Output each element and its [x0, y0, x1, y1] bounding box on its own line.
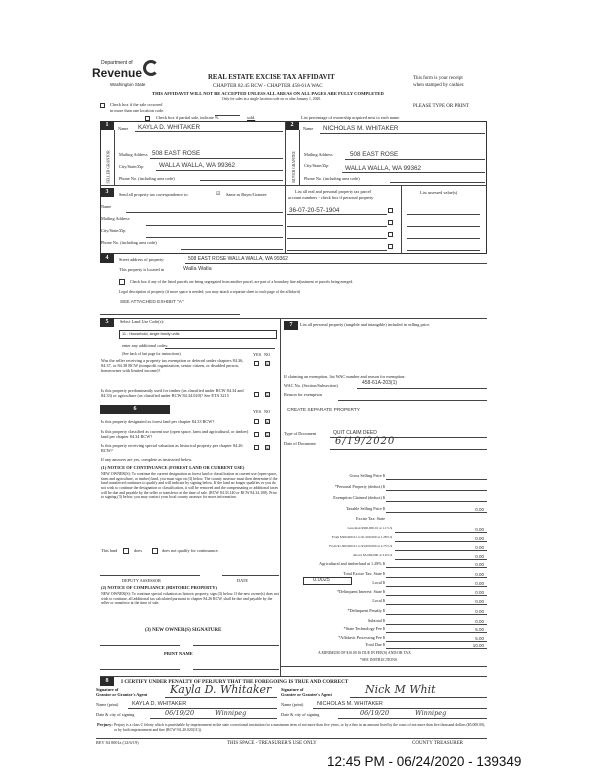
state-label: Washington State — [110, 82, 146, 87]
q1-no-checkbox[interactable]: ☑ — [266, 361, 270, 366]
exemption-label: If claiming an exemption, list WAC number and reason for exemption: — [284, 374, 406, 379]
additional-codes-label: enter any additional codes: — [122, 343, 169, 348]
cashier-stamp: 12:45 PM - 06/24/2020 - 139349 — [327, 754, 522, 769]
wac-field[interactable]: 458-61A-203(1) — [362, 380, 398, 386]
please-type: PLEASE TYPE OR PRINT — [413, 104, 469, 109]
perjury-text: Perjury is a class C felony which is punishable by imprisonment in the state correctional institution for a maximum term of not more than five years, or by a fine in an amount fixed by the court of not more than five thousand dollars ($5,000.00), or by both imprisonment and fine (RCW 9A.20.020(1C)). — [114, 723, 486, 733]
notice-compliance-body: NEW OWNER(S): To continue special valuation as historic property, sign (3) below. If the new owner(s) does not wish to continue, all additional tax calculated pursuant to chapter 84.26 RCW, shall be due and payable by the seller or transferor at the time of sale. — [101, 592, 279, 606]
assessed-value-field[interactable] — [407, 238, 480, 239]
chapter: CHAPTER 82.45 RCW - CHAPTER 458-61A WAC — [213, 83, 323, 89]
timber-question: Is this property predominantly used for timber (as classified under RCW 84.34 and 84.33) or agriculture (as classified under RCW 84.34.020)? See ETA 3215 — [101, 388, 244, 398]
grantor-signature[interactable]: Kayla D. Whitaker — [170, 683, 272, 696]
reason-label: Reason for exemption — [284, 392, 322, 397]
receipt-note-2: when stamped by cashier. — [413, 83, 465, 88]
personal-property-checkbox[interactable] — [388, 232, 393, 237]
tax-row-field[interactable] — [386, 577, 487, 578]
new-owner-signature-field[interactable] — [100, 645, 180, 646]
notice-continuance-title: (1) NOTICE OF CONTINUANCE (FOREST LAND OR CURRENT USE) — [101, 465, 245, 470]
tax-row-label: Agricultural and timberland at 1.28% $ — [319, 561, 385, 566]
tax-row-field[interactable] — [386, 604, 487, 605]
revenue-logo-icon — [143, 60, 159, 76]
seller-name-label: Name — [118, 126, 129, 131]
tax-row-field[interactable] — [395, 532, 487, 533]
if-yes-note: If any answers are yes, complete as instructed below. — [101, 457, 193, 462]
section-5-number: 5 — [100, 318, 114, 327]
q1-yes-checkbox[interactable] — [254, 361, 259, 366]
see-instructions: *SEE INSTRUCTIONS — [360, 658, 398, 662]
seller-city-field[interactable]: WALLA WALLA, WA 99362 — [159, 162, 235, 169]
tax-row-value: 0.00 — [475, 562, 484, 567]
tax-row-value: 0.00 — [475, 609, 484, 614]
see-back-note: (See back of last page for instructions) — [122, 352, 181, 356]
tax-row-label: *State Technology Fee $ — [343, 626, 385, 631]
partial-sale-label: Check box if partial sale, indicate % — [156, 115, 219, 120]
no-header: NO — [264, 409, 271, 414]
sec3-city-label: City/State/Zip — [101, 228, 126, 233]
this-land-label: This land — [101, 548, 118, 553]
list-pct-label: List percentage of ownership acquired next to each name. — [301, 115, 401, 120]
tax-row-field[interactable] — [386, 614, 487, 615]
tax-row-label: *Delinquent Penalty $ — [347, 608, 385, 613]
seller-city-label: City/State/Zip — [119, 164, 144, 169]
historic-no-checkbox[interactable]: ☑ — [266, 445, 270, 450]
send-correspondence-label: Send all property tax correspondence to: — [119, 192, 189, 197]
tax-row-field[interactable] — [386, 624, 487, 625]
tax-row-value: 5.00 — [475, 627, 484, 632]
grantor-sig-label: Signature of — [96, 687, 119, 692]
segregated-label: Check box if any of the listed parcels are being segregated from another parcel, are part of a boundary line adjustment or parcels being merged. — [130, 280, 354, 284]
grantee-signature[interactable]: Nick M Whit — [365, 683, 436, 696]
section-1-number: 1 — [100, 121, 114, 130]
personal-property-checkbox[interactable] — [388, 244, 393, 249]
grantee-date-label: Date & city of signing — [281, 712, 320, 717]
dept-label: Department of — [101, 60, 133, 66]
tax-row-label: Taxable Selling Price $ — [346, 506, 385, 511]
personal-property-checkbox[interactable] — [388, 220, 393, 225]
date-label: DATE — [237, 578, 248, 583]
warning: THIS AFFIDAVIT WILL NOT BE ACCEPTED UNLESS ALL AREAS ON ALL PAGES ARE FULLY COMPLETED — [152, 91, 384, 96]
personal-property-checkbox[interactable] — [388, 208, 393, 213]
segregated-checkbox[interactable] — [119, 279, 125, 285]
reason-field[interactable]: CREATE SEPARATE PROPERTY — [287, 408, 360, 413]
only-for: Only for sales in a single location code on or after January 1, 2020. — [222, 97, 322, 101]
buyer-phone-field[interactable] — [390, 182, 485, 183]
parcel-header: List all real and personal property tax parcel — [295, 189, 371, 194]
tax-row-label: Subtotal $ — [367, 618, 385, 623]
land-use-label: Select Land Use Code(s): — [120, 319, 165, 324]
seller-phone-field[interactable] — [200, 180, 283, 181]
tax-row-label: *Delinquent Interest: State $ — [336, 589, 385, 594]
sec3-mail-label: Mailing Address — [101, 216, 130, 221]
street-field[interactable]: 508 EAST ROSE WALLA WALLA, WA 99362 — [188, 256, 288, 262]
parcel-number-field[interactable]: 36-07-20-57-1904 — [289, 207, 340, 214]
current-use-no-checkbox[interactable]: ☑ — [266, 432, 270, 437]
tax-row-field[interactable] — [395, 550, 487, 551]
perjury-label: Perjury: — [97, 722, 113, 727]
tax-row-value: 0.00 — [475, 527, 484, 532]
multi-location-label-2: in more than one location code. — [110, 108, 165, 113]
located-label: This property is located in — [119, 267, 165, 272]
grantee-city-field[interactable]: Winnipeg — [415, 709, 447, 717]
wac-label: WAC No. (Section/Subsection) — [284, 383, 338, 388]
does-label: does — [134, 548, 142, 553]
certify-statement: I CERTIFY UNDER PENALTY OF PERJURY THAT THE FOREGOING IS TRUE AND CORRECT — [121, 679, 349, 685]
tax-row-value: 0.00 — [475, 545, 484, 550]
grantor-city-field[interactable]: Winnipeg — [215, 709, 247, 717]
buyer-phone-label: Phone No. (including area code) — [304, 176, 360, 181]
yes-header: YES — [253, 352, 262, 357]
buyer-city-label: City/State/Zip — [304, 163, 329, 168]
does-not-label: does not qualify for continuance. — [162, 548, 219, 553]
section-4-number: 4 — [100, 254, 114, 263]
grantor-date-label: Date & city of signing — [96, 712, 135, 717]
tax-row-value: 0.00 — [475, 572, 484, 577]
located-field[interactable]: Walla Walla — [183, 266, 212, 272]
grantee-date-field[interactable]: 06/19/20 — [360, 709, 390, 717]
multi-location-checkbox[interactable] — [100, 103, 105, 108]
tax-row-value: 0.00 — [475, 619, 484, 624]
county-treasurer: COUNTY TREASURER — [412, 741, 463, 746]
exemption-question: Was the seller receiving a property tax exemption or deferral under chapters 84.36, 84.37, or 84.38 RCW (nonprofit organization, senior citizen, or disabled person, homeowner with limited income)? — [101, 358, 244, 373]
tax-row-label: Less than $500,000.01 at 1.1% $ — [347, 526, 392, 530]
tax-row-value: 10.00 — [472, 643, 484, 648]
section-8-number: 8 — [100, 677, 114, 686]
tax-row-value: 0.00 — [475, 536, 484, 541]
grantee-sig-label: Signature of — [281, 687, 304, 692]
grantor-sig-label-2: Grantor or Grantor's Agent — [96, 692, 148, 697]
tax-row-label: Local $ — [372, 598, 385, 603]
seller-phone-label: Phone No. (including area code) — [119, 176, 175, 181]
receipt-note: This form is your receipt — [413, 76, 463, 81]
tax-row-value: 0.00 — [475, 581, 484, 586]
grantor-name-field[interactable]: KAYLA D. WHITAKER — [132, 701, 187, 707]
tax-row-label: Local $ — [372, 580, 385, 585]
tax-row-value: 0.00 — [475, 599, 484, 604]
form-title: REAL ESTATE EXCISE TAX AFFIDAVIT — [208, 74, 335, 81]
tax-row-field[interactable] — [386, 501, 487, 502]
assessed-header: List assessed value(s) — [420, 190, 458, 195]
tax-row-field[interactable] — [386, 586, 487, 587]
seller-mail-field[interactable]: 508 EAST ROSE — [152, 150, 201, 157]
tax-row-field[interactable] — [386, 512, 487, 513]
buyer-name-label: Name — [303, 126, 314, 131]
buyer-city-field[interactable]: WALLA WALLA, WA 99362 — [345, 165, 421, 172]
grantee-name-label: Name (print) — [281, 702, 304, 707]
tax-row-label: Total Excise Tax: State $ — [343, 571, 385, 576]
doc-type-field[interactable]: QUIT CLAIM DEED — [333, 430, 377, 436]
does-not-qualify-checkbox[interactable] — [152, 548, 158, 554]
grantee-sig-label-2: Grantee or Grantee's Agent — [281, 692, 332, 697]
buyer-side-label: BUYER GRANTEE — [291, 151, 296, 183]
tax-row-field[interactable] — [386, 595, 487, 596]
buyer-mail-label: Mailing Address — [304, 152, 333, 157]
doc-date-field[interactable]: 6/19/2020 — [335, 436, 396, 447]
form-revision: REV 84 0001a (12/6/19) — [96, 740, 139, 745]
buyer-mail-field[interactable]: 508 EAST ROSE — [350, 151, 399, 158]
doc-type-label: Type of Document — [284, 431, 317, 436]
seller-name-field[interactable]: KAYLA D. WHITAKER — [138, 124, 201, 131]
historic-question: Is this property receiving special valuation as historical property per chapter 84.26 RCW? — [101, 443, 243, 453]
tax-row-label: Excise Tax: State — [356, 516, 385, 521]
sec3-name-label: Name — [101, 204, 112, 209]
parcel-header-2: account numbers - check box if personal property — [288, 195, 374, 200]
revenue-logo: Revenue — [92, 66, 143, 80]
buyer-name-field[interactable]: NICHOLAS M. WHITAKER — [323, 125, 399, 132]
grantee-name-field[interactable]: NICHOLAS M. WHITAKER — [317, 701, 383, 707]
legal-description-field[interactable]: SEE ATTACHED EXHIBIT "A" — [120, 300, 184, 305]
notice-compliance-title: (2) NOTICE OF COMPLIANCE (HISTORIC PROPERTY) — [101, 585, 217, 590]
tax-row-label: *Personal Property (deduct) $ — [334, 484, 385, 489]
minimum-note: A MINIMUM OF $10.00 IS DUE IN FEE(S) AND/OR TAX — [318, 651, 411, 655]
tax-row-label: Exemption Claimed (deduct) $ — [333, 495, 385, 500]
assessed-value-field[interactable] — [407, 214, 480, 215]
sold-label: sold. — [247, 115, 256, 120]
same-as-buyer-checkbox[interactable]: ☑ — [216, 192, 221, 197]
forest-no-checkbox[interactable]: ☑ — [266, 419, 270, 424]
q2-no-checkbox[interactable]: ☑ — [266, 392, 270, 397]
current-use-yes-checkbox[interactable] — [254, 432, 259, 437]
multi-location-label: Check box if the sale occurred — [110, 102, 163, 107]
seller-mail-label: Mailing Address — [119, 152, 148, 157]
section-3-number: 3 — [100, 188, 114, 197]
tax-row-field[interactable] — [386, 567, 487, 568]
notice-continuance-body: NEW OWNER(S): To continue the current designation as forest land or classification as current use (open space, farm and agriculture, or timber) land, you must sign on (3) below. The county assessor must then determine if the land transferred continues to qualify and will indicate by signing below. If the land no longer qualifies or you do not wish to continue the designation or classification, it will be removed and the compensating or additional taxes will be due and payable by the seller or transferor at the time of sale. (RCW 84.33.140 or RCW 84.34.108). Prior to signing (3) below, you may contact your local county assessor for more information. — [101, 472, 278, 500]
party-box — [100, 121, 487, 254]
tax-row-label: From $1,500,000.01 to $3,000,000 at 2.75% $ — [329, 544, 392, 548]
personal-property-label: List all personal property (tangible and intangible) included in selling price. — [300, 322, 431, 327]
street-label: Street address of property: — [119, 257, 165, 262]
local-rate-value: 0.0025 — [313, 577, 330, 583]
historic-yes-checkbox[interactable] — [254, 445, 259, 450]
doc-date-label: Date of Document — [284, 441, 316, 446]
tax-row-field[interactable] — [395, 541, 487, 542]
q2-yes-checkbox[interactable] — [254, 392, 259, 397]
legal-description-label: Legal description of property (if more space is needed, you may attach a separate sheet to each page of the affidavit) — [119, 290, 301, 294]
treasurer-space: THIS SPACE - TREASURER'S USE ONLY — [227, 741, 317, 746]
tax-row-field[interactable] — [395, 559, 487, 560]
does-qualify-checkbox[interactable] — [123, 548, 129, 554]
current-use-question: Is this property classified as current use (open space, farm and agricultural, or timber) land per chapter 84.34 RCW? — [101, 429, 249, 439]
grantor-date-field[interactable]: 06/19/20 — [165, 709, 195, 717]
grantor-name-label: Name (print) — [96, 702, 119, 707]
section-6-number: 6 — [100, 405, 170, 414]
print-name-label: PRINT NAME — [164, 651, 193, 656]
land-use-code-value: 11 - Household, single family units — [122, 332, 180, 336]
no-header: NO — [264, 352, 271, 357]
forest-land-question: Is this property designated as forest land per chapter 84.33 RCW? — [101, 419, 215, 424]
sec3-phone-label: Phone No. (including area code) — [101, 240, 157, 245]
deputy-assessor-label: DEPUTY ASSESSOR — [122, 578, 161, 583]
additional-codes-field[interactable] — [165, 348, 275, 349]
tax-row-value: 5.00 — [475, 636, 484, 641]
tax-row-label: Total Due $ — [365, 642, 385, 647]
forest-yes-checkbox[interactable] — [254, 419, 259, 424]
assessed-value-field[interactable] — [407, 226, 480, 227]
tax-row-value: 0.00 — [475, 554, 484, 559]
seller-side-label: SELLER GRANTOR — [106, 150, 111, 184]
tax-row-field[interactable] — [386, 490, 487, 491]
tax-row-label: *Affidavit Processing Fee $ — [338, 635, 385, 640]
tax-row-label: Above $3,000,000 at 3.0% $ — [353, 553, 392, 557]
tax-row-label: From $500,000.01 to $1,500,000 at 1.28% $ — [331, 535, 392, 539]
same-as-buyer-label: Same as Buyer/Grantee — [226, 192, 267, 197]
section-2-number: 2 — [285, 121, 299, 130]
yes-header: YES — [253, 409, 262, 414]
tax-row-field[interactable] — [386, 641, 487, 642]
tax-row-value: 0.00 — [475, 507, 484, 512]
new-owner-signature-label: (3) NEW OWNER(S) SIGNATURE — [145, 628, 222, 633]
tax-row-field[interactable] — [386, 479, 487, 480]
assessed-value-field[interactable] — [407, 250, 480, 251]
tax-row-value: 0.00 — [475, 590, 484, 595]
tax-row-label: Gross Selling Price $ — [349, 473, 385, 478]
tax-row-field[interactable] — [386, 632, 487, 633]
section-7-number: 7 — [284, 321, 298, 330]
